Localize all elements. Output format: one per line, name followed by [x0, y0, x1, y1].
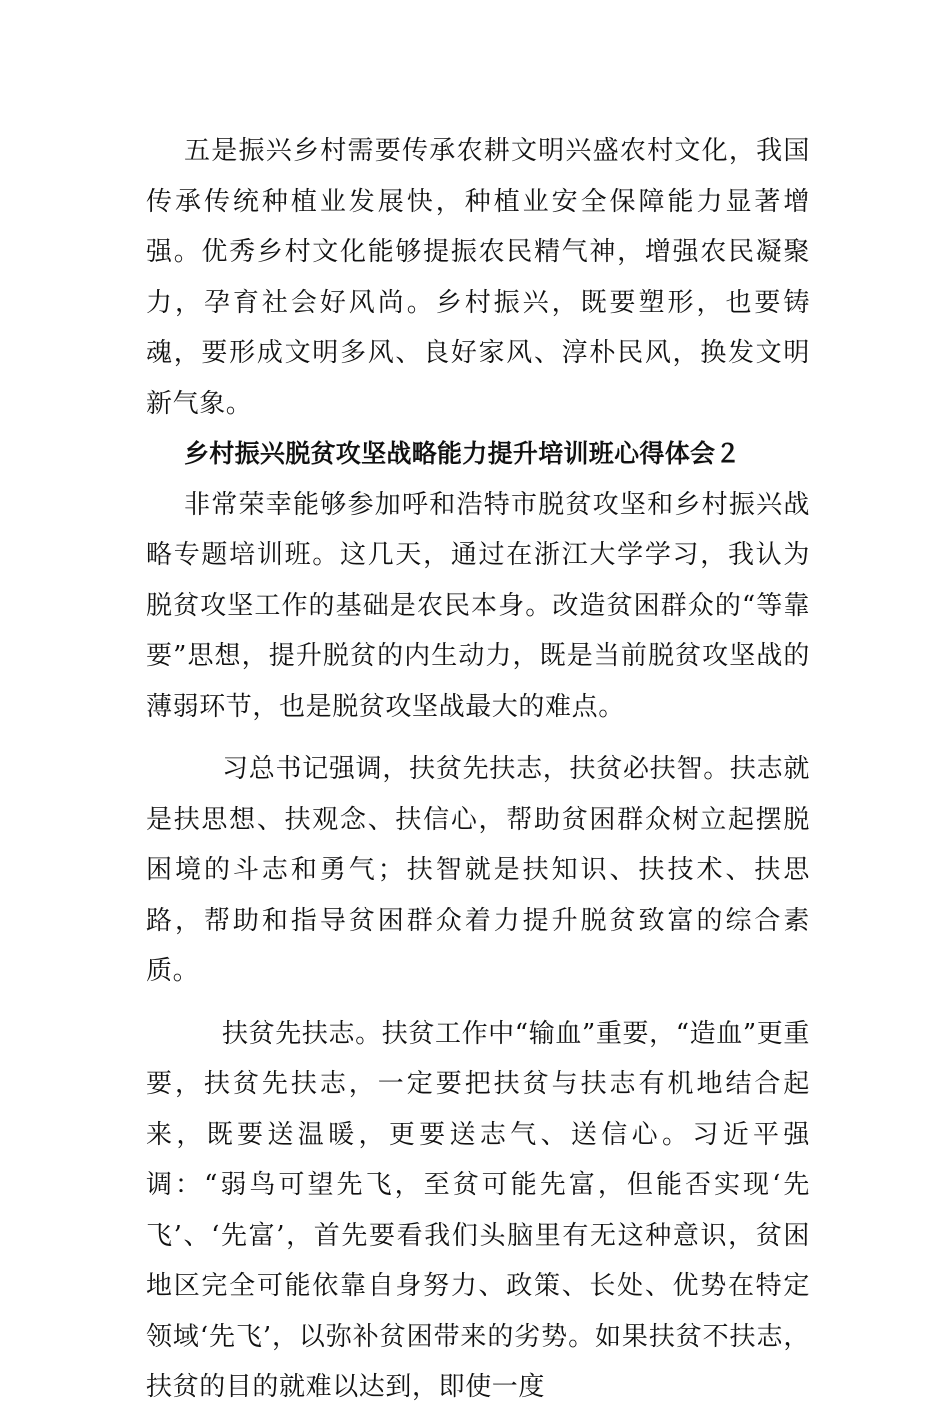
- paragraph-training-intro: 非常荣幸能够参加呼和浩特市脱贫攻坚和乡村振兴战略专题培训班。这几天，通过在浙江大学学习，我认为脱贫攻坚工作的基础是农民本身。改造贫困群众的“等靠要”思想，提升脱贫的内生动力，既是当前脱贫攻坚战的薄弱环节，也是脱贫攻坚战最大的难点。: [146, 489, 810, 722]
- paragraph-rural-culture: 五是振兴乡村需要传承农耕文明兴盛农村文化，我国传承传统种植业发展快，种植业安全保障能力显著增强。优秀乡村文化能够提振农民精气神，增强农民凝聚力，孕育社会好风尚。乡村振兴，既要塑形，也要铸魂，要形成文明多风、良好家风、淳朴民风，换发文明新气象。: [146, 136, 810, 419]
- paragraph-xi-emphasis: 习总书记强调，扶贫先扶志，扶贫必扶智。扶志就是扶思想、扶观念、扶信心，帮助贫困群众树立起摆脱困境的斗志和勇气；扶智就是扶知识、扶技术、扶思路，帮助和指导贫困群众着力提升脱贫致富的综合素质。: [146, 754, 810, 986]
- paragraph-poverty-will: 扶贫先扶志。扶贫工作中“输血”重要，“造血”更重要，扶贫先扶志，一定要把扶贫与扶志有机地结合起来，既要送温暖，更要送志气、送信心。习近平强调：“弱鸟可望先飞，至贫可能先富，但能否实现‘先飞’、‘先富’，首先要看我们头脑里有无这种意识，贫困地区完全可能依靠自身努力、政策、长处、优势在特定领域‘先飞’，以弥补贫困带来的劣势。如果扶贫不扶志，扶贫的目的就难以达到，即使一度: [146, 1018, 810, 1402]
- section-heading: 乡村振兴脱贫攻坚战略能力提升培训班心得体会２: [184, 439, 741, 468]
- document-body: [146, 126, 810, 1413]
